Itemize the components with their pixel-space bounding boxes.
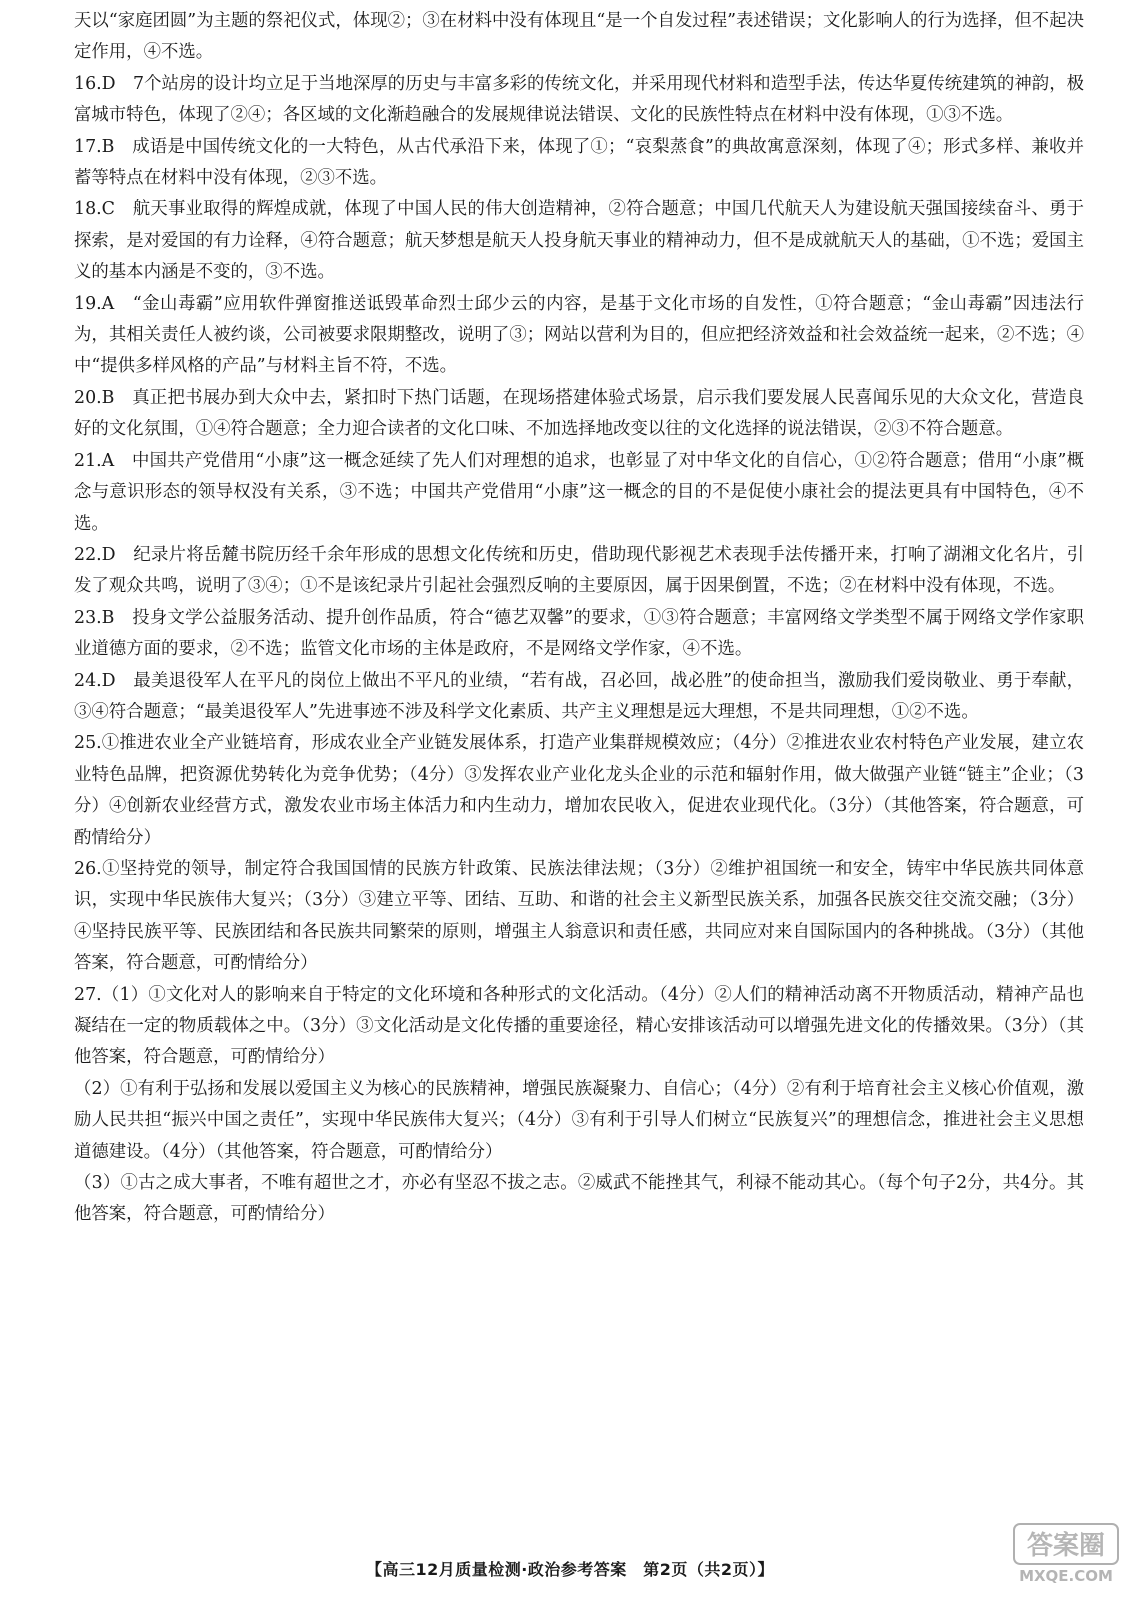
answer-25: 25.①推进农业全产业链培育，形成农业全产业链发展体系，打造产业集群规模效应；（4分）②推进农业农村特色产业发展，建立农业特色品牌，把资源优势转化为竞争优势；（4分）③发挥农业产业化龙头企业的示范和辐射作用，做大做强产业链“链主”企业；（3分）④创新农业经营方式，激发农业市场主体活力和内生动力，增加农民收入，促进农业现代化。（3分）（其他答案，符合题意，可酌情给分） — [74, 733, 1084, 848]
logo-bottom-text: MXQE.COM — [1019, 1567, 1113, 1585]
site-logo — [1010, 1520, 1122, 1586]
answer-21: 21.A 中国共产党借用“小康”这一概念延续了先人们对理想的追求，也彰显了对中华文化的自信心，①②符合题意；借用“小康”概念与意识形态的领导权没有关系，③不选；中国共产党借用“小康”这一概念的目的不是促使小康社会的提法更具有中国特色，④不选。 — [74, 450, 1084, 534]
answer-26: 26.①坚持党的领导，制定符合我国国情的民族方针政策、民族法律法规；（3分）②维护祖国统一和安全，铸牢中华民族共同体意识，实现中华民族伟大复兴；（3分）③建立平等、团结、互助、和谐的社会主义新型民族关系，加强各民族交往交流交融；（3分）④坚持民族平等、民族团结和各民族共同繁荣的原则，增强主人翁意识和责任感，共同应对来自国际国内的各种挑战。（3分）（其他答案，符合题意，可酌情给分） — [74, 858, 1084, 974]
logo-top-text: 答案圈 — [1026, 1531, 1106, 1561]
answer-16: 16.D 7个站房的设计均立足于当地深厚的历史与丰富多彩的传统文化，并采用现代材料和造型手法，传达华夏传统建筑的神韵，极富城市特色，体现了②④；各区域的文化渐趋融合的发展规律说法错误、文化的民族性特点在材料中没有体现，①③不选。 — [74, 73, 1084, 126]
answer-paragraph: 天以“家庭团圆”为主题的祭祀仪式，体现②；③在材料中没有体现且“是一个自发过程”表述错误；文化影响人的行为选择，但不起决定作用，④不选。 — [74, 11, 1084, 63]
answer-content — [74, 6, 1084, 1231]
watermark — [129, 1369, 170, 1437]
answer-27-part-3: （3）①古之成大事者，不唯有超世之才，亦必有坚忍不拔之志。②威武不能挫其气，利禄不能动其心。（每个句子2分，共4分。其他答案，符合题意，可酌情给分） — [74, 1173, 1084, 1225]
answer-19: 19.A “金山毒霸”应用软件弹窗推送诋毁革命烈士邱少云的内容，是基于文化市场的自发性，①符合题意；“金山毒霸”因违法行为，其相关责任人被约谈，公司被要求限期整改，说明了③；网站以营利为目的，但应把经济效益和社会效益统一起来，②不选；④中“提供多样风格的产品”与材料主旨不符，不选。 — [74, 293, 1084, 377]
answer-27-part-2: （2）①有利于弘扬和发展以爱国主义为核心的民族精神，增强民族凝聚力、自信心；（4分）②有利于培育社会主义核心价值观，激励人民共担“振兴中国之责任”，实现中华民族伟大复兴；（4分）③有利于引导人们树立“民族复兴”的理想信念，推进社会主义思想道德建设。（4分）（其他答案，符合题意，可酌情给分） — [74, 1078, 1084, 1162]
answer-22: 22.D 纪录片将岳麓书院历经千余年形成的思想文化传统和历史，借助现代影视艺术表现手法传播开来，打响了湖湘文化名片，引发了观众共鸣，说明了③④；①不是该纪录片引起社会强烈反响的主要原因，属于因果倒置，不选；②在材料中没有体现，不选。 — [74, 544, 1084, 597]
answer-24: 24.D 最美退役军人在平凡的岗位上做出不平凡的业绩，“若有战，召必回，战必胜”的使命担当，激励我们爱岗敬业、勇于奉献，③④符合题意；“最美退役军人”先进事迹不涉及科学文化素质、共产主义理想是远大理想，不是共同理想，①②不选。 — [74, 670, 1084, 722]
answer-17: 17.B 成语是中国传统文化的一大特色，从古代承沿下来，体现了①；“哀梨蒸食”的典故寓意深刻，体现了④；形式多样、兼收并蓄等特点在材料中没有体现，②③不选。 — [74, 136, 1084, 189]
answer-18: 18.C 航天事业取得的辉煌成就，体现了中国人民的伟大创造精神，②符合题意；中国几代航天人为建设航天强国接续奋斗、勇于探索，是对爱国的有力诠释，④符合题意；航天梦想是航天人投身航天事业的精神动力，但不是成就航天人的基础，①不选；爱国主义的基本内涵是不变的，③不选。 — [74, 199, 1084, 283]
page-footer: 【高三12月质量检测·政治参考答案 第2页（共2页）】 — [365, 1560, 775, 1579]
answer-27-part-1: 27.（1）①文化对人的影响来自于特定的文化环境和各种形式的文化活动。（4分）②人们的精神活动离不开物质活动，精神产品也凝结在一定的物质载体之中。（3分）③文化活动是文化传播的重要途径，精心安排该活动可以增强先进文化的传播效果。（3分）（其他答案，符合题意，可酌情给分） — [74, 984, 1084, 1068]
answer-20: 20.B 真正把书展办到大众中去，紧扣时下热门话题，在现场搭建体验式场景，启示我们要发展人民喜闻乐见的大众文化，营造良好的文化氛围，①④符合题意；全力迎合读者的文化口味、不加选择地改变以往的文化选择的说法错误，②③不符合题意。 — [74, 387, 1084, 440]
answer-23: 23.B 投身文学公益服务活动、提升创作品质，符合“德艺双馨”的要求，①③符合题意；丰富网络文学类型不属于网络文学作家职业道德方面的要求，②不选；监管文化市场的主体是政府，不是网络文学作家，④不选。 — [74, 607, 1084, 660]
